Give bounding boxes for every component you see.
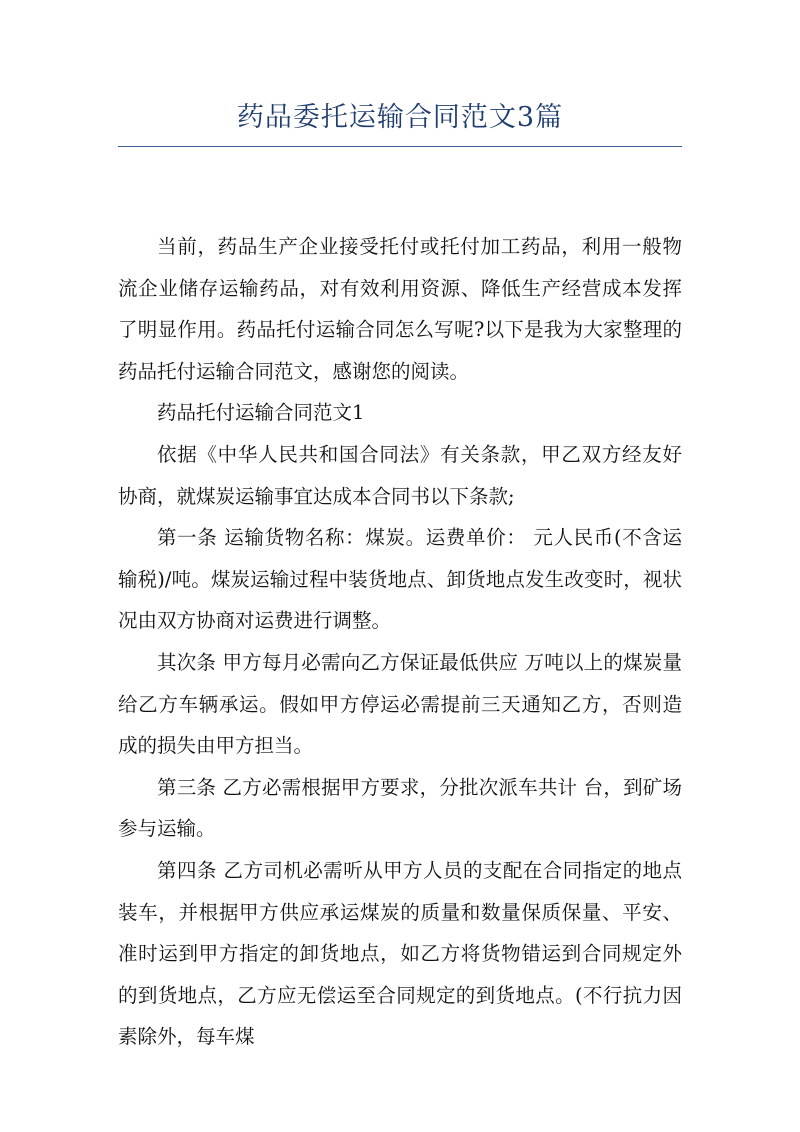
- document-body: [118, 226, 682, 1058]
- title-divider: [118, 146, 682, 147]
- paragraph-article-2: 其次条 甲方每月必需向乙方保证最低供应 万吨以上的煤炭量给乙方车辆承运。假如甲方停运必需提前三天通知乙方，否则造成的损失由甲方担当。: [118, 650, 682, 758]
- paragraph-section-heading: 药品托付运输合同范文1: [157, 401, 365, 425]
- paragraph-preamble: 依据《中华人民共和国合同法》有关条款，甲乙双方经友好协商，就煤炭运输事宜达成本合同书以下条款;: [118, 442, 682, 508]
- paragraph-article-4: 第四条 乙方司机必需听从甲方人员的支配在合同指定的地点装车，并根据甲方供应承运煤炭的质量和数量保质保量、平安、准时运到甲方指定的卸货地点，如乙方将货物错运到合同规定外的到货地点，乙方应无偿运至合同规定的到货地点。(不行抗力因素除外，每车煤: [118, 858, 682, 1049]
- paragraph-intro: 当前，药品生产企业接受托付或托付加工药品，利用一般物流企业储存运输药品，对有效利用资源、降低生产经营成本发挥了明显作用。药品托付运输合同怎么写呢?以下是我为大家整理的药品托付运输合同范文，感谢您的阅读。: [118, 235, 682, 383]
- document-title: 药品委托运输合同范文3篇: [236, 102, 564, 133]
- paragraph-article-1: 第一条 运输货物名称：煤炭。运费单价： 元人民币(不含运输税)/吨。煤炭运输过程中装货地点、卸货地点发生改变时，视状况由双方协商对运费进行调整。: [118, 526, 682, 633]
- paragraph-article-3: 第三条 乙方必需根据甲方要求，分批次派车共计 台，到矿场参与运输。: [118, 775, 682, 841]
